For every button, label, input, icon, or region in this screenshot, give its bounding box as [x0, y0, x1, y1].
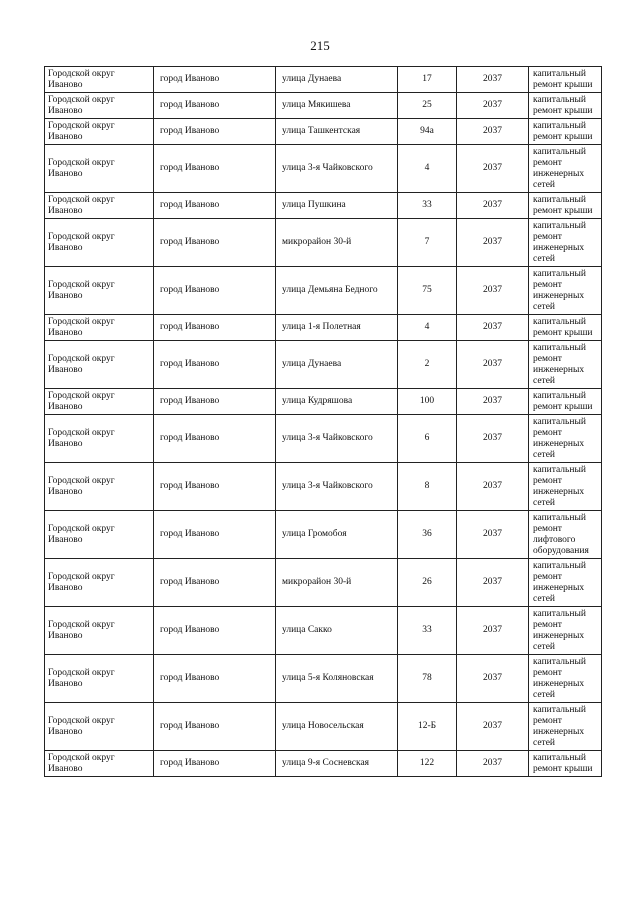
- city-cell: город Иваново: [154, 607, 276, 655]
- street-cell: микрорайон 30-й: [276, 219, 398, 267]
- year-cell: 2037: [457, 415, 529, 463]
- table-row: [45, 559, 602, 607]
- municipality-cell: Городской округ Иваново: [45, 145, 154, 193]
- year-cell: 2037: [457, 67, 529, 93]
- house-number-cell: 25: [398, 93, 457, 119]
- year-cell: 2037: [457, 341, 529, 389]
- year-cell: 2037: [457, 607, 529, 655]
- table-row: [45, 67, 602, 93]
- work-type-cell: капитальный ремонт инженерных сетей: [529, 415, 602, 463]
- table-row: [45, 751, 602, 777]
- house-number-cell: 75: [398, 267, 457, 315]
- city-cell: город Иваново: [154, 67, 276, 93]
- city-cell: город Иваново: [154, 315, 276, 341]
- house-number-cell: 78: [398, 655, 457, 703]
- year-cell: 2037: [457, 703, 529, 751]
- city-cell: город Иваново: [154, 341, 276, 389]
- work-type-cell: капитальный ремонт инженерных сетей: [529, 145, 602, 193]
- municipality-cell: Городской округ Иваново: [45, 119, 154, 145]
- work-type-cell: капитальный ремонт инженерных сетей: [529, 607, 602, 655]
- city-cell: город Иваново: [154, 463, 276, 511]
- table-body: [45, 67, 602, 777]
- municipality-cell: Городской округ Иваново: [45, 341, 154, 389]
- table-row: [45, 463, 602, 511]
- year-cell: 2037: [457, 267, 529, 315]
- street-cell: улица Громобоя: [276, 511, 398, 559]
- street-cell: улица 1-я Полетная: [276, 315, 398, 341]
- street-cell: улица 5-я Коляновская: [276, 655, 398, 703]
- year-cell: 2037: [457, 511, 529, 559]
- year-cell: 2037: [457, 559, 529, 607]
- year-cell: 2037: [457, 315, 529, 341]
- year-cell: 2037: [457, 119, 529, 145]
- table-row: [45, 607, 602, 655]
- table-row: [45, 145, 602, 193]
- municipality-cell: Городской округ Иваново: [45, 655, 154, 703]
- year-cell: 2037: [457, 389, 529, 415]
- municipality-cell: Городской округ Иваново: [45, 751, 154, 777]
- street-cell: улица 9-я Сосневская: [276, 751, 398, 777]
- house-number-cell: 7: [398, 219, 457, 267]
- city-cell: город Иваново: [154, 703, 276, 751]
- house-number-cell: 4: [398, 315, 457, 341]
- work-type-cell: капитальный ремонт инженерных сетей: [529, 655, 602, 703]
- house-number-cell: 122: [398, 751, 457, 777]
- work-type-cell: капитальный ремонт крыши: [529, 93, 602, 119]
- municipality-cell: Городской округ Иваново: [45, 511, 154, 559]
- table-row: [45, 93, 602, 119]
- house-number-cell: 33: [398, 193, 457, 219]
- municipality-cell: Городской округ Иваново: [45, 607, 154, 655]
- table-row: [45, 655, 602, 703]
- house-number-cell: 8: [398, 463, 457, 511]
- city-cell: город Иваново: [154, 267, 276, 315]
- page-number: 215: [310, 38, 330, 53]
- city-cell: город Иваново: [154, 751, 276, 777]
- city-cell: город Иваново: [154, 389, 276, 415]
- street-cell: улица 3-я Чайковского: [276, 463, 398, 511]
- street-cell: улица Пушкина: [276, 193, 398, 219]
- house-number-cell: 12-Б: [398, 703, 457, 751]
- year-cell: 2037: [457, 93, 529, 119]
- work-type-cell: капитальный ремонт инженерных сетей: [529, 703, 602, 751]
- work-type-cell: капитальный ремонт крыши: [529, 193, 602, 219]
- work-type-cell: капитальный ремонт лифтового оборудования: [529, 511, 602, 559]
- year-cell: 2037: [457, 193, 529, 219]
- city-cell: город Иваново: [154, 655, 276, 703]
- house-number-cell: 4: [398, 145, 457, 193]
- street-cell: улица Ташкентская: [276, 119, 398, 145]
- work-type-cell: капитальный ремонт инженерных сетей: [529, 463, 602, 511]
- street-cell: микрорайон 30-й: [276, 559, 398, 607]
- street-cell: улица Кудряшова: [276, 389, 398, 415]
- table-row: [45, 415, 602, 463]
- work-type-cell: капитальный ремонт инженерных сетей: [529, 267, 602, 315]
- municipality-cell: Городской округ Иваново: [45, 193, 154, 219]
- year-cell: 2037: [457, 655, 529, 703]
- municipality-cell: Городской округ Иваново: [45, 93, 154, 119]
- house-number-cell: 6: [398, 415, 457, 463]
- street-cell: улица 3-я Чайковского: [276, 415, 398, 463]
- city-cell: город Иваново: [154, 219, 276, 267]
- city-cell: город Иваново: [154, 511, 276, 559]
- table-row: [45, 703, 602, 751]
- house-number-cell: 33: [398, 607, 457, 655]
- municipality-cell: Городской округ Иваново: [45, 315, 154, 341]
- municipality-cell: Городской округ Иваново: [45, 703, 154, 751]
- municipality-cell: Городской округ Иваново: [45, 463, 154, 511]
- work-type-cell: капитальный ремонт инженерных сетей: [529, 341, 602, 389]
- table-row: [45, 219, 602, 267]
- table-row: [45, 267, 602, 315]
- work-type-cell: капитальный ремонт крыши: [529, 119, 602, 145]
- municipality-cell: Городской округ Иваново: [45, 415, 154, 463]
- year-cell: 2037: [457, 463, 529, 511]
- house-number-cell: 17: [398, 67, 457, 93]
- year-cell: 2037: [457, 145, 529, 193]
- house-number-cell: 100: [398, 389, 457, 415]
- table-row: [45, 341, 602, 389]
- year-cell: 2037: [457, 219, 529, 267]
- street-cell: улица Новосельская: [276, 703, 398, 751]
- table-row: [45, 389, 602, 415]
- street-cell: улица Дунаева: [276, 341, 398, 389]
- city-cell: город Иваново: [154, 119, 276, 145]
- house-number-cell: 2: [398, 341, 457, 389]
- table-row: [45, 315, 602, 341]
- work-type-cell: капитальный ремонт крыши: [529, 389, 602, 415]
- street-cell: улица Дунаева: [276, 67, 398, 93]
- city-cell: город Иваново: [154, 559, 276, 607]
- municipality-cell: Городской округ Иваново: [45, 267, 154, 315]
- work-type-cell: капитальный ремонт инженерных сетей: [529, 219, 602, 267]
- city-cell: город Иваново: [154, 193, 276, 219]
- work-type-cell: капитальный ремонт крыши: [529, 67, 602, 93]
- city-cell: город Иваново: [154, 415, 276, 463]
- house-number-cell: 94а: [398, 119, 457, 145]
- municipality-cell: Городской округ Иваново: [45, 67, 154, 93]
- municipality-cell: Городской округ Иваново: [45, 389, 154, 415]
- house-number-cell: 36: [398, 511, 457, 559]
- street-cell: улица 3-я Чайковского: [276, 145, 398, 193]
- municipality-cell: Городской округ Иваново: [45, 219, 154, 267]
- table-row: [45, 119, 602, 145]
- year-cell: 2037: [457, 751, 529, 777]
- street-cell: улица Сакко: [276, 607, 398, 655]
- street-cell: улица Мякишева: [276, 93, 398, 119]
- city-cell: город Иваново: [154, 93, 276, 119]
- table-row: [45, 511, 602, 559]
- house-number-cell: 26: [398, 559, 457, 607]
- street-cell: улица Демьяна Бедного: [276, 267, 398, 315]
- city-cell: город Иваново: [154, 145, 276, 193]
- work-type-cell: капитальный ремонт крыши: [529, 315, 602, 341]
- repair-schedule-table: [44, 66, 602, 777]
- work-type-cell: капитальный ремонт крыши: [529, 751, 602, 777]
- table-row: [45, 193, 602, 219]
- municipality-cell: Городской округ Иваново: [45, 559, 154, 607]
- work-type-cell: капитальный ремонт инженерных сетей: [529, 559, 602, 607]
